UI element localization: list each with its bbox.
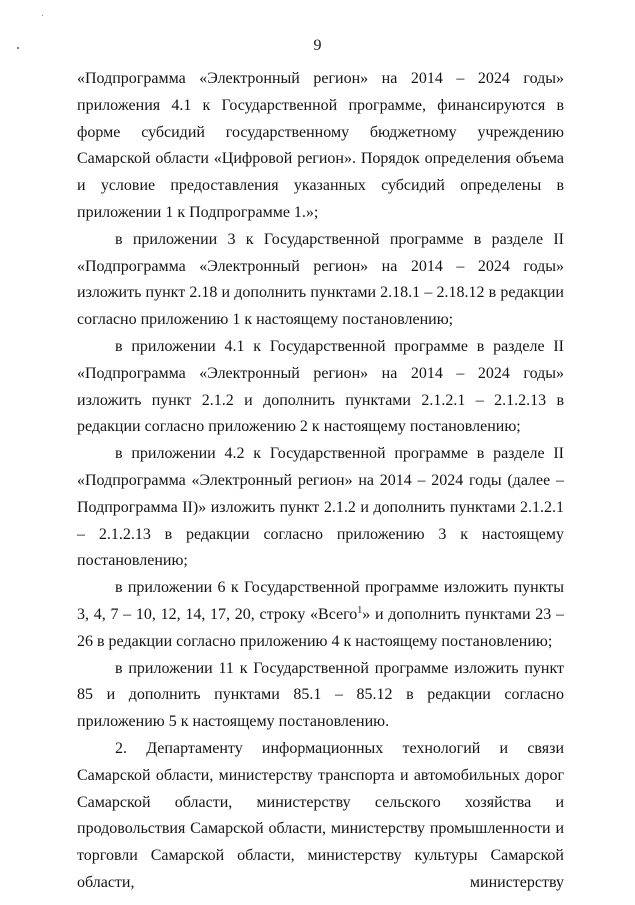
paragraph-appendix-3: в приложении 3 к Государственной программе в разделе II «Подпрограмма «Электронный регион» на 2014 – 2024 годы» изложить пункт 2.18 и дополнить пунктами 2.18.1 – 2.18.12 в редакции согласно приложению 1 к настоящему постановлению;: [77, 230, 564, 329]
paragraph-appendix-6-text-before: в приложении 6 к Государственной программе изложить пункты 3, 4, 7 – 10, 12, 14, 17, 20, строку «Всего: [77, 579, 564, 623]
footnote-marker: 1: [357, 604, 363, 616]
paragraph-appendix-6-text-after: » и дополнить пунктами 23 – 26 в редакции согласно приложению 4 к настоящему постановлению;: [77, 605, 564, 650]
paragraph-appendix-4-2: в приложении 4.2 к Государственной программе в разделе II «Подпрограмма «Электронный регион» на 2014 – 2024 годы (далее – Подпрограмма II)» изложить пункт 2.1.2 и дополнить пунктами 2.1.2.1 – 2.1.2.13 в редакции согласно приложению 3 к настоящему постановлению;: [77, 445, 564, 570]
paragraph-appendix-6: [77, 575, 564, 655]
paragraph-subsidy-procedure: «Подпрограмма «Электронный регион» на 2014 – 2024 годы» приложения 4.1 к Государственной программе, финансируются в форме субсидий государственному бюджетному учреждению Самарской области «Цифровой регион». Порядок определения объема и условие предоставления указанных субсидий определены в приложении 1 к Подпрограмме 1.»;: [77, 70, 564, 221]
paragraph-appendix-4-1: в приложении 4.1 к Государственной программе в разделе II «Подпрограмма «Электронный регион» на 2014 – 2024 годы» изложить пункт 2.1.2 и дополнить пунктами 2.1.2.1 – 2.1.2.13 в редакции согласно приложению 2 к настоящему постановлению;: [77, 337, 564, 436]
paragraph-appendix-11: в приложении 11 к Государственной программе изложить пункт 85 и дополнить пунктами 85.1 – 85.12 в редакции согласно приложению 5 к настоящему постановлению.: [77, 659, 564, 731]
document-body: [77, 66, 564, 897]
page-number: 9: [313, 37, 322, 54]
paragraph-item-2-departments: 2. Департаменту информационных технологий и связи Самарской области, министерству транспорта и автомобильных дорог Самарской области, министерству сельского хозяйства и продовольствия Самарской области, министерству промышленности и торговли Самарской области, министерству культуры Самарской области, министерству: [77, 739, 564, 891]
scan-speck: [42, 15, 43, 16]
